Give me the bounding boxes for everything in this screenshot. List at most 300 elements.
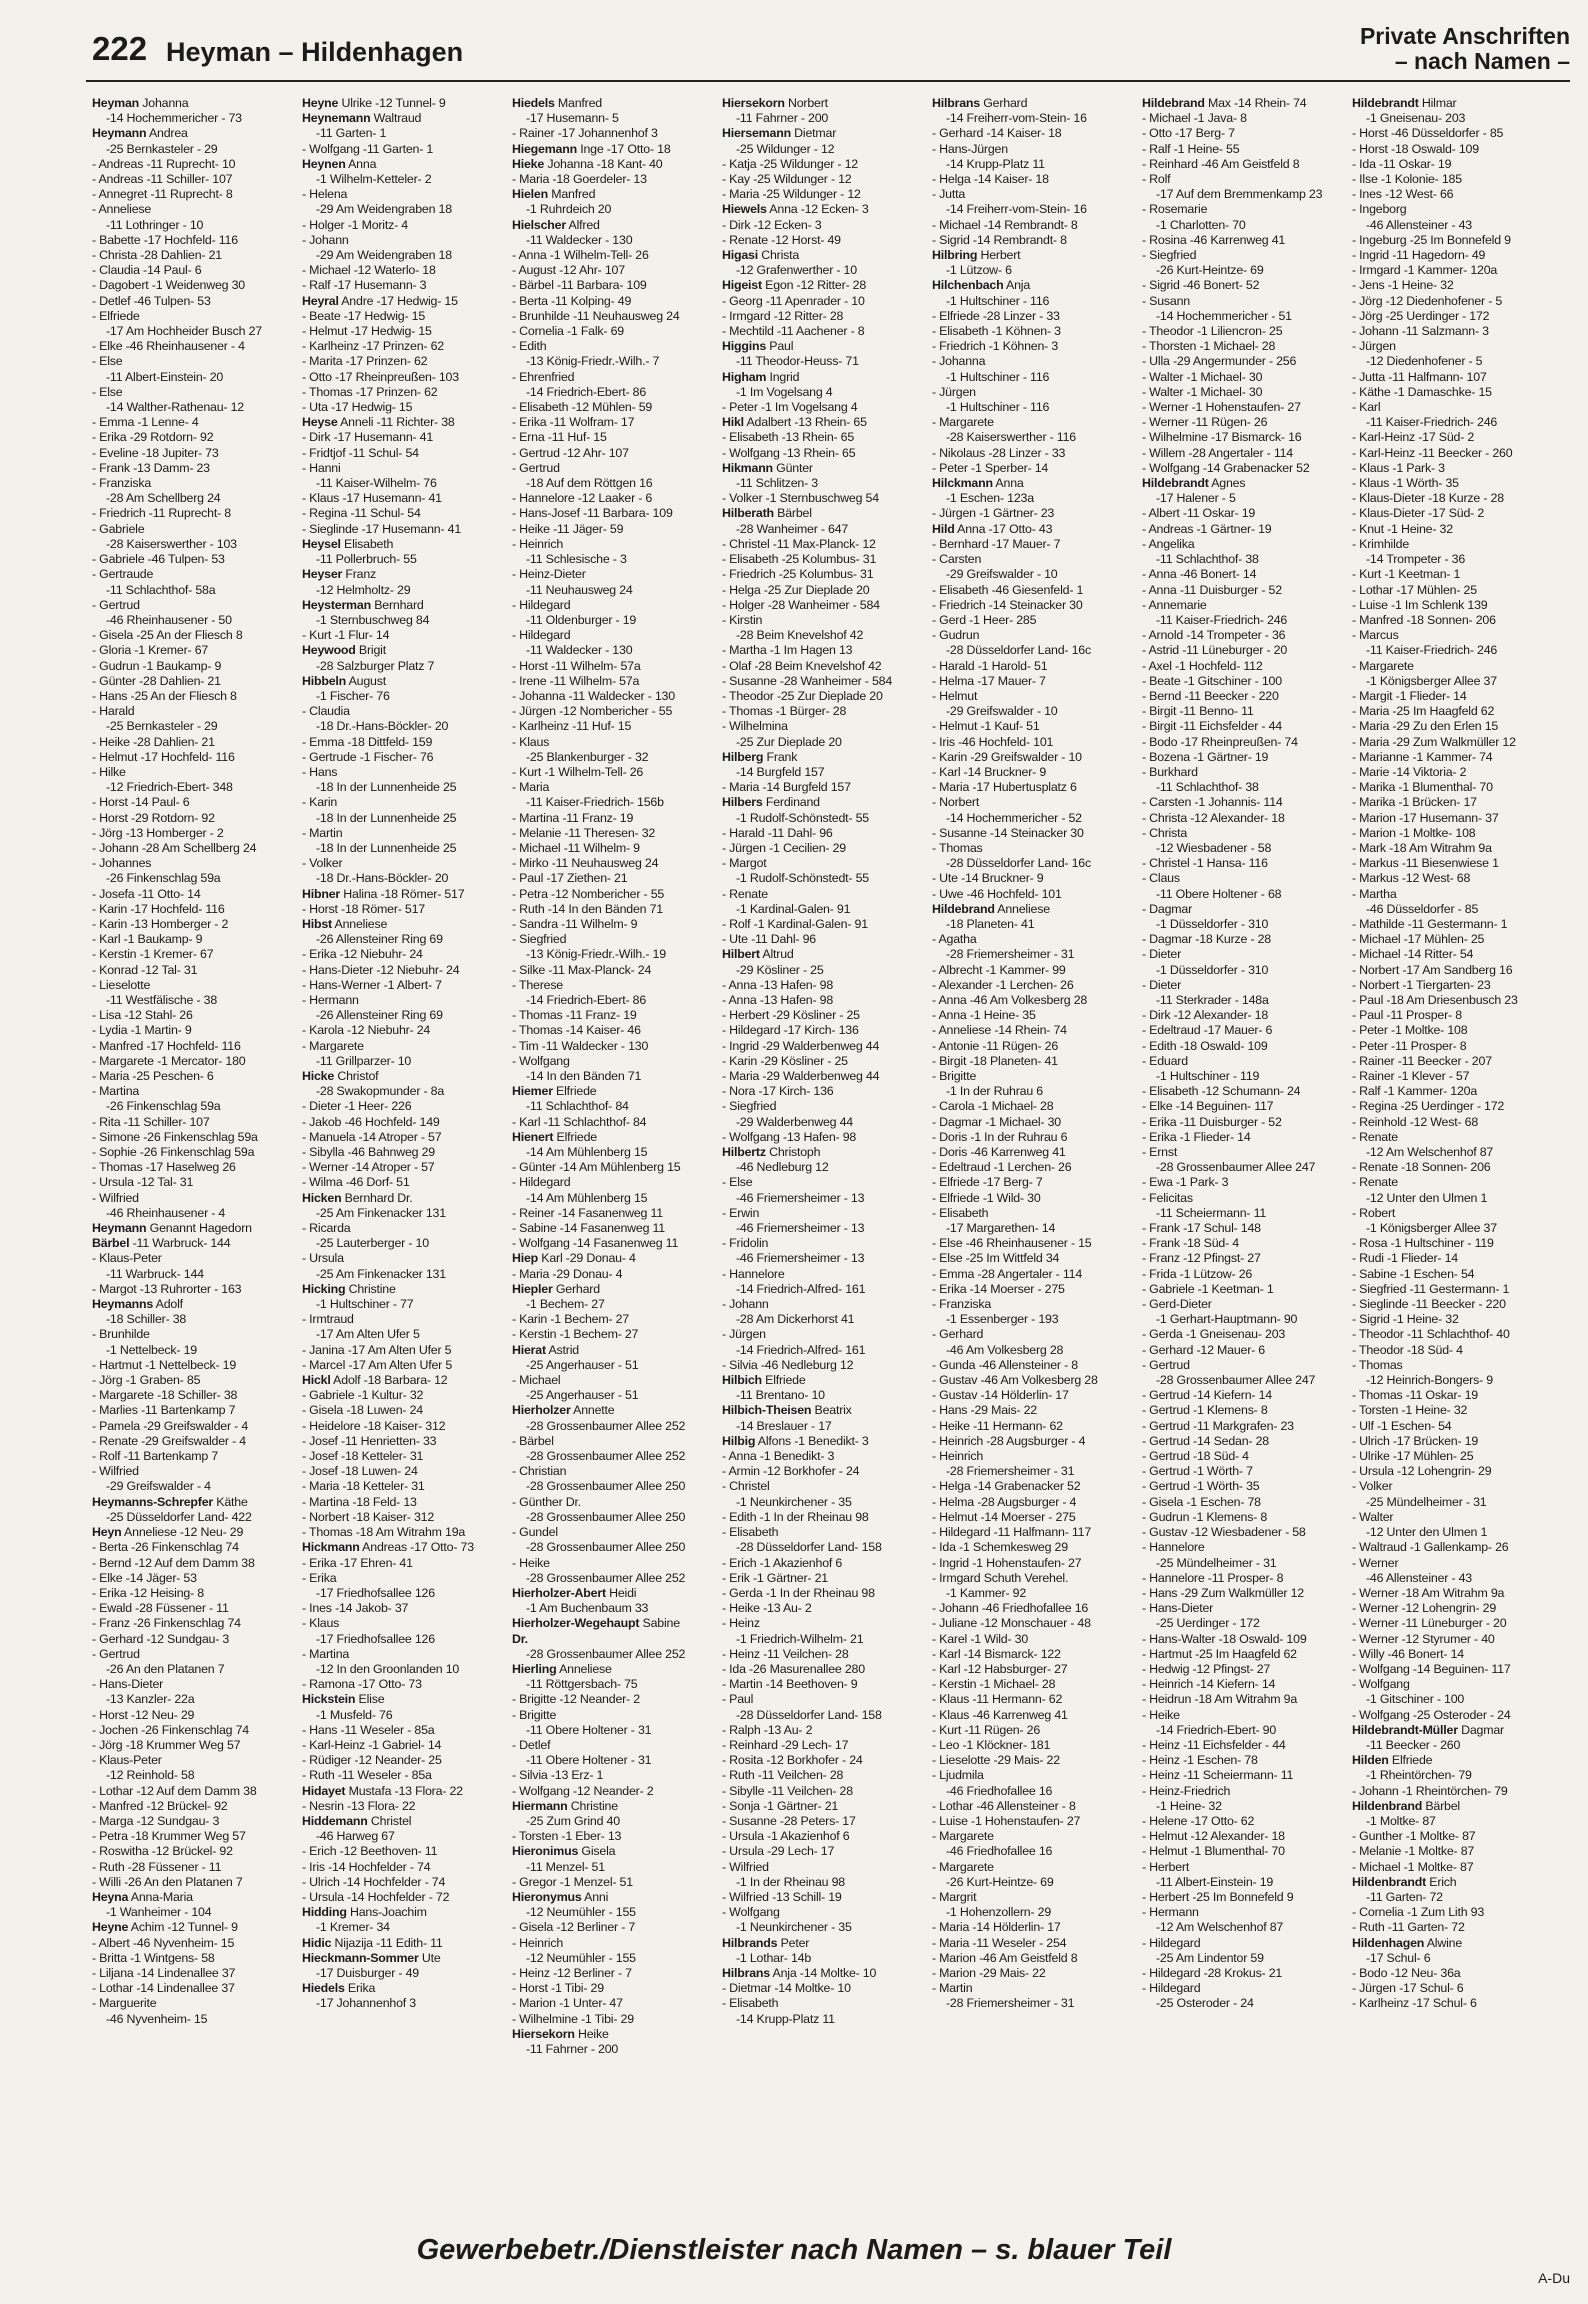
directory-entry: - Wolfgang -14 Grabenacker 52 [1142, 460, 1310, 475]
directory-entry: - Bodo -17 Rheinpreußen- 74 [1142, 734, 1298, 749]
directory-entry: Hibner Halina -18 Römer- 517 [302, 886, 465, 901]
directory-entry: - Paul -17 Ziethen- 21 [512, 871, 628, 886]
directory-entry: - Frank -17 Schul- 148 [1142, 1221, 1261, 1236]
directory-entry: Hildebrandt Hilmar [1352, 96, 1457, 110]
directory-entry: -12 Wiesbadener - 58 [1156, 840, 1272, 855]
directory-entry: - Marga -12 Sundgau- 3 [92, 1813, 220, 1828]
directory-entry: - Wolfgang -13 Hafen- 98 [722, 1129, 857, 1144]
directory-entry: - Wolfgang -11 Garten- 1 [302, 141, 434, 156]
directory-entry: - Lydia -1 Martin- 9 [92, 1023, 192, 1038]
directory-entry: - Gerda -1 Gneisenau- 203 [1142, 1327, 1286, 1342]
directory-entry: - Johann [722, 1297, 769, 1312]
directory-entry: Heyn Anneliese -12 Neu- 29 [92, 1525, 244, 1540]
directory-entry: - Helga -14 Kaiser- 18 [932, 172, 1049, 187]
directory-entry: - Olaf -28 Beim Knevelshof 42 [722, 658, 882, 673]
directory-entry: -28 Swakopmunder - 8a [316, 1084, 445, 1099]
page-header [86, 23, 1570, 82]
directory-entry: - Friedrich -14 Steinacker 30 [932, 597, 1083, 612]
directory-entry: Hicking Christine [302, 1281, 396, 1296]
directory-entry: - Armin -12 Borkhofer - 24 [722, 1464, 860, 1479]
directory-entry: - Maria -29 Zum Walkmüller 12 [1352, 734, 1516, 749]
directory-entry: -1 Königsberger Allee 37 [1366, 673, 1497, 688]
directory-entry: - Gerhard [932, 1327, 984, 1342]
directory-entry: - Paul -11 Prosper- 8 [1352, 1008, 1462, 1023]
directory-entry: - Erika -14 Moerser - 275 [932, 1281, 1065, 1296]
directory-entry: - Renate [1352, 1175, 1398, 1190]
directory-entry: Hiddemann Christel [302, 1813, 412, 1828]
directory-entry: Hilbertz Christoph [722, 1145, 821, 1160]
directory-entry: - Frida -1 Lützow- 26 [1142, 1266, 1253, 1281]
directory-entry: -14 In den Bänden 71 [526, 1069, 642, 1083]
directory-entry: -1 Am Buchenbaum 33 [526, 1601, 649, 1616]
directory-entry: - Karin -1 Bechem- 27 [512, 1312, 630, 1327]
directory-entry: - Werner -11 Rügen- 26 [1142, 415, 1268, 430]
directory-entry: - Ehrenfried [512, 369, 575, 384]
directory-entry: -1 In der Ruhrau 6 [946, 1084, 1043, 1099]
directory-entry: -11 Pollerbruch- 55 [316, 552, 417, 567]
directory-entry: Hidayet Mustafa -13 Flora- 22 [302, 1783, 463, 1798]
directory-entry: - Sigrid -46 Bonert- 52 [1142, 278, 1260, 293]
directory-entry: - Heinz-Dieter [512, 567, 586, 582]
directory-entry: - Siegfried [512, 932, 567, 947]
directory-entry: Hilden Elfriede [1352, 1753, 1433, 1768]
directory-entry: - Martin [932, 1981, 973, 1996]
directory-entry: - Hilke [92, 764, 126, 779]
directory-entry: - Horst -18 Römer- 517 [302, 901, 425, 916]
directory-entry: - Werner -12 Styrumer - 40 [1352, 1631, 1495, 1646]
directory-entry: - Markus -11 Biesenwiese 1 [1352, 856, 1499, 871]
directory-entry: -1 Friedrich-Wilhelm- 21 [736, 1631, 864, 1646]
directory-entry: -46 Friedhofallee 16 [946, 1844, 1053, 1859]
directory-entry: - Margarete [932, 415, 994, 430]
directory-entry: -17 Am Hochheider Busch 27 [106, 324, 262, 339]
directory-entry: - Manuela -14 Atroper - 57 [302, 1129, 442, 1144]
directory-entry: - Michael -14 Ritter- 54 [1352, 947, 1474, 962]
directory-entry: -1 Düsseldorfer - 310 [1156, 916, 1269, 931]
directory-entry: - Norbert [932, 795, 980, 810]
directory-entry: - Horst -11 Wilhelm- 57a [512, 658, 641, 673]
directory-entry: -17 Halener - 5 [1156, 491, 1236, 506]
directory-entry: - Martin [302, 825, 343, 840]
directory-entry: - Claudia -14 Paul- 6 [92, 263, 202, 278]
directory-entry: - Sigrid -14 Rembrandt- 8 [932, 232, 1067, 247]
directory-entry: Hieronimus Gisela [512, 1844, 616, 1859]
directory-entry: - Ida -1 Schemkesweg 29 [932, 1540, 1068, 1555]
directory-entry: - Georg -11 Apenrader - 10 [722, 293, 865, 308]
directory-entry: -46 Friemersheimer - 13 [736, 1251, 865, 1266]
directory-entry: - Johann -46 Friedhofallee 16 [932, 1601, 1089, 1616]
directory-entry: - Otto -17 Berg- 7 [1142, 126, 1235, 141]
directory-entry: - Renate -29 Greifswalder - 4 [92, 1433, 246, 1448]
directory-entry: - Elfriede [92, 308, 140, 323]
directory-entry: - Siegfried -11 Gestermann- 1 [1352, 1281, 1510, 1296]
directory-entry: - Siegfried [1142, 248, 1197, 263]
directory-entry: - Nikolaus -28 Linzer - 33 [932, 445, 1066, 460]
directory-entry: -18 Auf dem Röttgen 16 [526, 476, 653, 491]
directory-entry: - Simone -26 Finkenschlag 59a [92, 1129, 258, 1144]
directory-entry: - Ines -14 Jakob- 37 [302, 1601, 409, 1616]
directory-entry: - Brunhilde [92, 1327, 150, 1342]
directory-entry: - Gunther -1 Moltke- 87 [1352, 1829, 1476, 1844]
directory-entry: Heyral Andre -17 Hedwig- 15 [302, 293, 458, 308]
directory-entry: - Therese [512, 977, 563, 992]
directory-entry: Hiersekorn Norbert [722, 96, 828, 110]
directory-entry: - Helma -17 Mauer- 7 [932, 673, 1046, 688]
directory-entry: - Eveline -18 Jupiter- 73 [92, 445, 219, 460]
directory-entry: Hildenbrandt Erich [1352, 1874, 1457, 1889]
directory-entry: - Erika -12 Heising- 8 [92, 1585, 204, 1600]
directory-entry: - Anna -1 Wilhelm-Tell- 26 [512, 248, 649, 263]
directory-entry: - Susanne -14 Steinacker 30 [932, 825, 1084, 840]
directory-entry: - Erika -29 Rotdorn- 92 [92, 430, 214, 445]
directory-entry: Hilbich-Theisen Beatrix [722, 1403, 852, 1418]
directory-entry: - Marion -1 Moltke- 108 [1352, 825, 1476, 840]
directory-entry: - Manfred -12 Brückel- 92 [92, 1798, 228, 1813]
directory-entry: - Alexander -1 Lerchen- 26 [932, 977, 1074, 992]
directory-entry: - Wolfgang [512, 1053, 570, 1068]
directory-entry: - Doris -1 In der Ruhrau 6 [932, 1129, 1068, 1144]
directory-entry: - Albrecht -1 Kammer- 99 [932, 962, 1066, 977]
directory-entry: - Siegfried [722, 1099, 777, 1114]
directory-entry: - Thomas [1352, 1357, 1403, 1372]
directory-entry: - Beate -17 Hedwig- 15 [302, 308, 426, 323]
directory-entry: - Gertrud -11 Markgrafen- 23 [1142, 1418, 1294, 1433]
directory-entry: - Josefa -11 Otto- 14 [92, 886, 201, 901]
directory-entry: -11 Garten- 1 [316, 126, 387, 141]
directory-entry: - Gloria -1 Kremer- 67 [92, 643, 209, 658]
directory-entry: - Karin -17 Hochfeld- 116 [92, 901, 225, 916]
directory-entry: - Günter -14 Am Mühlenberg 15 [512, 1160, 681, 1175]
directory-entry: - Irmgard -1 Kammer- 120a [1352, 263, 1498, 278]
directory-entry: Hierholzer-Wegehaupt Sabine [512, 1616, 680, 1631]
directory-entry: - Karin [302, 795, 338, 810]
directory-entry: - Maria -29 Zu den Erlen 15 [1352, 719, 1499, 734]
directory-column-1 [92, 96, 298, 2210]
directory-entry: Hilchenbach Anja [932, 278, 1031, 293]
directory-entry: - Heinz -11 Eichsfelder - 44 [1142, 1737, 1286, 1752]
directory-entry: - Klaus -11 Hermann- 62 [932, 1692, 1063, 1707]
directory-entry: - Dagmar -1 Michael- 30 [932, 1114, 1061, 1129]
directory-entry: - Theodor -11 Schlachthof- 40 [1352, 1327, 1510, 1342]
directory-entry: - Dieter [1142, 947, 1182, 962]
directory-entry: - Christa -12 Alexander- 18 [1142, 810, 1285, 825]
directory-entry: - Ruth -11 Weseler - 85a [302, 1768, 432, 1783]
directory-entry: Higgins Paul [722, 339, 794, 354]
directory-entry: - Kurt -1 Wilhelm-Tell- 26 [512, 764, 644, 779]
directory-entry: - Berta -11 Kolping- 49 [512, 293, 632, 308]
directory-entry: - Juliane -12 Monschauer - 48 [932, 1616, 1091, 1631]
directory-entry: - Dirk -12 Ecken- 3 [722, 217, 822, 232]
directory-entry: - Ulrike -17 Mühlen- 25 [1352, 1449, 1474, 1464]
directory-entry: -28 Friemersheimer - 31 [946, 1464, 1075, 1479]
directory-entry: - Wilhelmine -1 Tibi- 29 [512, 2011, 634, 2026]
directory-entry: - Ursula [302, 1251, 344, 1266]
directory-entry: -14 Breslauer - 17 [736, 1418, 832, 1433]
directory-entry: - Reiner -14 Fasanenweg 11 [512, 1205, 663, 1220]
directory-entry: -28 Grossenbaumer Allee 250 [526, 1479, 686, 1494]
directory-entry: - Cornelia -1 Falk- 69 [512, 324, 624, 339]
directory-entry: - Carola -1 Michael- 28 [932, 1099, 1054, 1114]
directory-entry: - Else [722, 1175, 753, 1190]
directory-entry: - Karin -29 Greifswalder - 10 [932, 749, 1082, 764]
directory-entry: - Mark -18 Am Witrahm 9a [1352, 840, 1492, 855]
directory-entry: - Thomas [932, 840, 983, 855]
directory-entry: Hildebrandt-Müller Dagmar [1352, 1722, 1504, 1737]
directory-entry: -11 Waldecker - 130 [526, 232, 633, 247]
directory-entry: - Margarete -18 Schiller- 38 [92, 1388, 238, 1403]
directory-entry: - Maria -25 Im Haagfeld 62 [1352, 704, 1495, 719]
directory-entry: - Karlheinz -17 Prinzen- 62 [302, 339, 444, 354]
directory-entry: - Helmut -17 Hochfeld- 116 [92, 749, 235, 764]
directory-entry: - Johann -11 Salzmann- 3 [1352, 324, 1489, 339]
directory-entry: - Rainer -1 Klever - 57 [1352, 1069, 1470, 1083]
directory-entry: - Jörg -13 Homberger - 2 [92, 825, 224, 840]
directory-entry: - August -12 Ahr- 107 [512, 263, 625, 278]
directory-entry: - Frank -18 Süd- 4 [1142, 1236, 1239, 1251]
directory-entry: - Gudrun -1 Klemens- 8 [1142, 1509, 1268, 1524]
directory-entry: Hildebrand Anneliese [932, 901, 1050, 916]
directory-entry: Hierat Astrid [512, 1342, 579, 1357]
directory-entry: -29 Am Weidengraben 18 [316, 248, 452, 263]
directory-entry: -12 Neumühler - 155 [526, 1905, 636, 1920]
directory-entry: -25 Am Lindentor 59 [1156, 1950, 1264, 1965]
directory-entry: - Maria -29 Donau- 4 [512, 1266, 623, 1281]
directory-entry: - Wolfgang -25 Osteroder - 24 [1352, 1707, 1511, 1722]
directory-entry: - Ute -14 Bruckner- 9 [932, 871, 1044, 886]
directory-entry: - Werner -12 Lohengrin- 29 [1352, 1601, 1497, 1616]
directory-entry: Higham Ingrid [722, 369, 800, 384]
directory-entry: - Heike -11 Jäger- 59 [512, 521, 624, 536]
directory-entry: - Rüdiger -12 Neander- 25 [302, 1753, 442, 1768]
directory-entry: - Heinz -11 Scheiermann- 11 [1142, 1768, 1294, 1783]
directory-entry: - Fridolin [722, 1236, 769, 1251]
directory-entry: -1 Hultschiner - 116 [946, 369, 1050, 384]
directory-entry: - Gabriele -46 Tulpen- 53 [92, 552, 225, 567]
directory-entry: - Dieter -1 Heer- 226 [302, 1099, 412, 1114]
directory-entry: -1 Neunkirchener - 35 [736, 1494, 852, 1509]
directory-entry: - Ursula -29 Lech- 17 [722, 1844, 835, 1859]
directory-entry: - Klaus [302, 1616, 340, 1631]
directory-entry: - Günter -28 Dahlien- 21 [92, 673, 221, 688]
directory-entry: - Ursula -12 Tal- 31 [92, 1175, 194, 1190]
directory-entry: - Helene -17 Otto- 62 [1142, 1813, 1255, 1828]
directory-entry: - Annegret -11 Ruprecht- 8 [92, 187, 233, 202]
directory-entry: - Gertrude -1 Fischer- 76 [302, 749, 434, 764]
directory-entry: -11 Kaiser-Wilhelm- 76 [316, 476, 437, 491]
directory-entry: -14 Freiherr-vom-Stein- 16 [946, 111, 1087, 126]
directory-entry: - Friedrich -25 Kolumbus- 31 [722, 567, 874, 582]
directory-entry: - Detlef -46 Tulpen- 53 [92, 293, 211, 308]
directory-entry: -28 Friemersheimer - 31 [946, 947, 1075, 962]
directory-entry: -25 Mündelheimer - 31 [1366, 1494, 1487, 1509]
directory-entry: Hilckmann Anna [932, 476, 1024, 491]
directory-entry: -26 An den Platanen 7 [106, 1661, 225, 1676]
directory-entry: -12 Grafenwerther - 10 [736, 263, 857, 278]
directory-entry: - Anneliese -14 Rhein- 74 [932, 1023, 1067, 1038]
directory-entry: -28 Beim Knevelshof 42 [736, 628, 864, 643]
directory-entry: - Marie -14 Viktoria- 2 [1352, 764, 1467, 779]
directory-entry: Heyse Anneli -11 Richter- 38 [302, 415, 455, 430]
page-title: Heyman – Hildenhagen [166, 37, 464, 67]
directory-entry: - Gertrud -1 Klemens- 8 [1142, 1403, 1268, 1418]
directory-entry: -1 Hultschiner - 116 [946, 400, 1050, 415]
directory-entry: - Kurt -1 Keetman- 1 [1352, 567, 1461, 582]
directory-entry: - Dirk -12 Alexander- 18 [1142, 1008, 1269, 1023]
directory-entry: - Thomas -1 Bürger- 28 [722, 704, 847, 719]
directory-entry: - Jürgen -12 Nombericher - 55 [512, 704, 673, 719]
directory-entry: - Johanna [932, 354, 986, 369]
directory-entry: -29 Am Weidengraben 18 [316, 202, 452, 217]
section-title-line-2: – nach Namen – [1394, 48, 1570, 74]
directory-entry: - Gerhard -14 Kaiser- 18 [932, 126, 1062, 141]
directory-entry: - Elfriede -17 Berg- 7 [932, 1175, 1043, 1190]
directory-entry: - Anna -1 Benedikt- 3 [722, 1449, 835, 1464]
directory-entry: -29 Greifswalder - 10 [946, 567, 1058, 582]
directory-entry: - Hans-Dieter [92, 1677, 164, 1692]
directory-entry: - Erich -1 Akazienhof 6 [722, 1555, 843, 1570]
directory-entry: -17 Johannenhof 3 [316, 1996, 416, 2011]
directory-entry: - Margarete -1 Mercator- 180 [92, 1053, 246, 1068]
directory-entry: -11 Menzel- 51 [526, 1859, 605, 1874]
directory-entry: - Wilma -46 Dorf- 51 [302, 1175, 410, 1190]
directory-entry: - Ljudmila [932, 1768, 984, 1783]
directory-entry: -11 Fahrner - 200 [526, 2042, 619, 2056]
directory-entry: - Martina -11 Franz- 19 [512, 810, 634, 825]
directory-entry: - Susanne -28 Wanheimer - 584 [722, 673, 893, 688]
directory-entry: Hilbers Ferdinand [722, 795, 820, 810]
directory-entry: - Detlef [512, 1737, 551, 1752]
directory-entry: - Claus [1142, 871, 1180, 886]
directory-entry: -1 Fischer- 76 [316, 688, 390, 703]
directory-entry: - Karl -1 Baukamp- 9 [92, 932, 203, 947]
directory-entry: - Christel [722, 1479, 770, 1494]
directory-entry: - Karin -13 Homberger - 2 [92, 916, 229, 931]
directory-entry: - Marlies -11 Bartenkamp 7 [92, 1403, 236, 1418]
directory-entry: -14 Friedrich-Alfred- 161 [736, 1281, 866, 1296]
directory-entry: - Hartmut -1 Nettelbeck- 19 [92, 1357, 237, 1372]
directory-entry: - Angelika [1142, 536, 1195, 551]
directory-entry: - Karel -1 Wild- 30 [932, 1631, 1029, 1646]
directory-entry: - Sibylle -11 Veilchen- 28 [722, 1783, 853, 1798]
directory-entry: - Irmtraud [302, 1312, 354, 1327]
directory-entry: -12 Unter den Ulmen 1 [1366, 1190, 1488, 1205]
directory-entry: - Hannelore -12 Laaker - 6 [512, 491, 653, 506]
directory-entry: -1 Gneisenau- 203 [1366, 111, 1466, 126]
directory-entry: -1 Rudolf-Schönstedt- 55 [736, 871, 869, 886]
directory-entry: - Hannelore -11 Prosper- 8 [1142, 1570, 1284, 1585]
directory-entry: Hierholzer Annette [512, 1403, 615, 1418]
directory-entry: - Hartmut -25 Im Haagfeld 62 [1142, 1646, 1297, 1661]
directory-entry: Hickstein Elise [302, 1692, 385, 1707]
directory-entry: - Jörg -1 Graben- 85 [92, 1373, 201, 1388]
directory-entry: - Ingrid -1 Hohenstaufen- 27 [932, 1555, 1082, 1570]
directory-entry: - Elisabeth -1 Köhnen- 3 [932, 324, 1061, 339]
directory-column-7 [1352, 96, 1554, 2210]
directory-entry: -11 Kaiser-Friedrich- 156b [526, 795, 664, 810]
directory-entry: - Erika -17 Ehren- 41 [302, 1555, 413, 1570]
directory-entry: -28 Düsseldorfer Land- 158 [736, 1707, 882, 1722]
directory-entry: - Gabriele [92, 521, 145, 536]
directory-entry: - Brigitte [512, 1707, 557, 1722]
directory-entry: Hieke Johanna -18 Kant- 40 [512, 156, 663, 171]
directory-entry: - Waltraud -1 Gallenkamp- 26 [1352, 1540, 1509, 1555]
directory-entry: - Albert -46 Nyvenheim- 15 [92, 1935, 235, 1950]
directory-entry: - Peter -11 Prosper- 8 [1352, 1038, 1467, 1053]
directory-entry: - Ewa -1 Park- 3 [1142, 1175, 1229, 1190]
directory-entry: - Leo -1 Klöckner- 181 [932, 1737, 1051, 1752]
directory-entry: -11 Albert-Einstein- 20 [106, 369, 224, 384]
directory-entry: Heysel Elisabeth [302, 536, 394, 551]
directory-entry: -18 In der Lunnenheide 25 [316, 840, 457, 855]
directory-entry: - Klaus -17 Husemann- 41 [302, 491, 442, 506]
directory-entry: Heymann Genannt Hagedorn [92, 1221, 252, 1236]
directory-entry: - Otto -17 Rheinpreußen- 103 [302, 369, 459, 384]
directory-entry: - Werner -11 Lüneburger - 20 [1352, 1616, 1507, 1631]
directory-entry: - Heidelore -18 Kaiser- 312 [302, 1418, 446, 1433]
directory-entry: - Antonie -11 Rügen- 26 [932, 1038, 1059, 1053]
directory-entry: - Silvia -13 Erz- 1 [512, 1768, 604, 1783]
directory-entry: - Christa [1142, 825, 1188, 840]
directory-entry: - Rainer -17 Johannenhof 3 [512, 126, 658, 141]
directory-entry: -12 Neumühler - 155 [526, 1950, 636, 1965]
directory-entry: - Reinhard -29 Lech- 17 [722, 1737, 849, 1752]
directory-entry: - Walter [1352, 1509, 1394, 1524]
directory-entry: - Rosina -46 Karrenweg 41 [1142, 232, 1286, 247]
directory-entry: - Renate -18 Sonnen- 206 [1352, 1160, 1491, 1175]
directory-entry: - Heinz [722, 1616, 760, 1631]
directory-entry: - Melanie -1 Moltke- 87 [1352, 1844, 1475, 1859]
directory-entry: -11 Westfälische - 38 [106, 992, 218, 1007]
directory-entry: - Heinz -11 Veilchen- 28 [722, 1646, 849, 1661]
directory-entry: Hickmann Andreas -17 Otto- 73 [302, 1540, 474, 1555]
directory-entry: - Annemarie [1142, 597, 1207, 612]
directory-entry: - Martina [92, 1084, 140, 1099]
directory-entry: - Maria -25 Wildunger - 12 [722, 187, 861, 202]
directory-entry: - Iris -46 Hochfeld- 101 [932, 734, 1054, 749]
directory-entry: - Klaus-Dieter -17 Süd- 2 [1352, 506, 1485, 521]
directory-entry: -1 Hultschiner - 119 [1156, 1069, 1260, 1083]
directory-entry: -1 Kremer- 34 [316, 1920, 390, 1935]
directory-entry: - Markus -12 West- 68 [1352, 871, 1471, 886]
directory-entry: - Ingeborg [1352, 202, 1407, 217]
directory-entry: Hilbrans Gerhard [932, 96, 1028, 110]
directory-entry: - Nora -17 Kirch- 136 [722, 1084, 834, 1099]
directory-entry: - Gundel [512, 1525, 558, 1540]
directory-entry: - Michael -14 Rembrandt- 8 [932, 217, 1078, 232]
directory-entry: Heymanns-Schrepfer Käthe [92, 1494, 248, 1509]
directory-entry: -1 Essenberger - 193 [946, 1312, 1059, 1327]
directory-entry: -46 Friemersheimer - 13 [736, 1190, 865, 1205]
directory-entry: -11 Schlesische - 3 [526, 552, 627, 567]
directory-entry: - Kerstin -1 Bechem- 27 [512, 1327, 639, 1342]
directory-entry: -1 Bechem- 27 [526, 1297, 605, 1312]
directory-entry: - Elisabeth -12 Mühlen- 59 [512, 400, 653, 415]
directory-entry: -11 Scheiermann- 11 [1156, 1205, 1267, 1220]
directory-entry: - Marianne -1 Kammer- 74 [1352, 749, 1493, 764]
directory-entry: Hiewels Anna -12 Ecken- 3 [722, 202, 869, 217]
directory-entry: - Hanni [302, 460, 341, 475]
directory-entry: - Ernst [1142, 1145, 1178, 1160]
directory-entry: -26 Kurt-Heintze- 69 [1156, 263, 1264, 278]
directory-entry: - Hildegard [1142, 1981, 1201, 1996]
directory-entry: - Hildegard [512, 628, 571, 643]
directory-entry: Heywood Brigit [302, 643, 386, 658]
directory-entry: - Mechtild -11 Aachener - 8 [722, 324, 865, 339]
directory-entry: - Ralf -1 Heine- 55 [1142, 141, 1240, 156]
directory-entry: - Sigrid -1 Heine- 32 [1352, 1312, 1459, 1327]
directory-entry: - Anna -13 Hafen- 98 [722, 977, 834, 992]
directory-entry: -29 Walderbenweg 44 [736, 1114, 853, 1129]
